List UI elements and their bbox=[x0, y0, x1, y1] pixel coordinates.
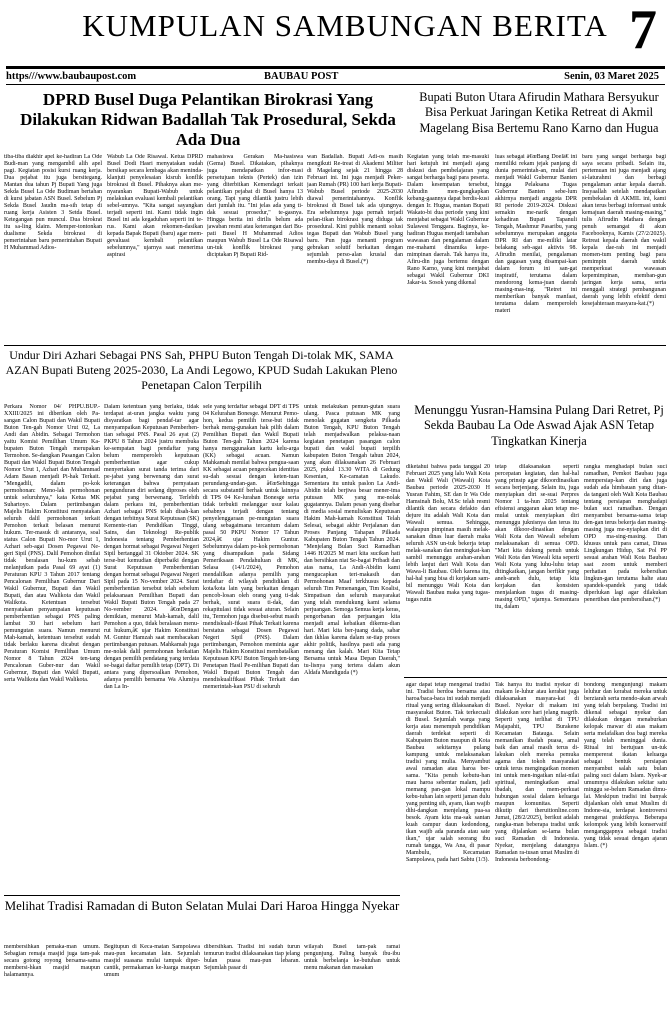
section-divider bbox=[4, 895, 400, 896]
article-column: tetap dilaksanakan seperti percepatan kegiatan, dan hal-hal yang prinsip agar dikoordinasikan secara berjenjang. Selain itu, juga menyiapkan diri se-suai Perpres Nomor 1 ta-hun 2025 tentang efisiensi anggaran akan tetap me-mulai untuk menyiapkan diri menunggu juknisnya dan terus itu akan dikoor-dinasikan dengan Wali Kota dan Wawali sebelum melaksanakan di semua OPD. "Mari kita dukung penuh untuk Wali Kota dan Wawali kita seperti Wali Kota yang luhu-luhu tetap ditingkatkan, jangan berfikir yang aneh-aneh dulu, tetap kita kerjakan dan konsisten menjalankan tugas di masing-masing OPD," ujarnya. Sementara itu, dalam bbox=[495, 464, 579, 610]
subheader-bar bbox=[6, 66, 665, 84]
article-headline: Melihat Tradisi Ramadan di Buton Selatan Mulai Dari Haroa Hingga Nyekar bbox=[4, 899, 400, 913]
article-column: membersihkan pemaka-man umum. Sebagian remaja masjid juga tam-pak secara gotong royong bersama-sama membersi-hkan masjid maupun halamannya. bbox=[4, 944, 100, 978]
article-column: rangka menghadapi bulan suci ramadhan, Pemkot Baubau juga mempersiap-kan diri dan juga sudah ada himbauan yang ditan-da tangani oleh Wali Kota Baubau tentang persiapan menghadapi bulan suci ramadhan. Dengan menyambut bersama-sama tetap den-gan terus bekerja dan masing-masing juga me-nyiapkan diri di OPD ma-sing-masing. Dan khusus untuk para camat, Dinas Lingkungan Hidup, Sat Pol PP sesuai arahan Wali Kota Baubau saat zoom untuk memberi perhatian pada kebersihan lingkun-gan terutama halte atau spandek-spandek yang tidak diperlukan lagi agar dilakukan penertiban dan pembersihan.(*) bbox=[584, 464, 667, 603]
section-divider bbox=[4, 345, 666, 346]
article-column: Kegiatan yang telah me-masuki hari ketujuh ini menjadi ajang diskusi dan pembelajaran yang sangat berharga bagi para peserta. Dalam kesempatan tersebut, Afirudin men-gungkapkan kebang-gaannya dapat berdis-kusi dengan Ir. Hugua, mantan Bupati Wakato-bi dua periode yang kini menjabat sebagai Wakil Gubernur Sulawesi Tenggara. Baginya, ke-hadiran Hugua menjadi tambahan wawasan dan pengalaman dalam me-mahami dinamika kepe-mimpinan daerah. Tak hanya itu, Afiru-din juga bertemu dengan Rano Karno, yang kini menjabat sebagai Wakil Gubernur DKI Jakar-ta. Sosok yang dikenal bbox=[407, 154, 489, 286]
article-headline: DPRD Busel Duga Pelantikan Birokrasi Yang Dilakukan Ridwan Badallah Tak Prosedural, Sekda Ada Dua bbox=[20, 90, 396, 149]
website-url[interactable]: https///www.baubaupost.com bbox=[6, 71, 137, 82]
article-column: tiba-tiba diakhir apel ke-hadiran La Ode Budi-man yang mengambil alih apel pagi. Kegiatan posisi kursi ruang kerja. Dua pejabat itu juga bersitegang. Mantan dua tahun Pj Bupati Yang juga Sekda Busel La Ode Budiman bertahan di kursi jabatan ASN Busel. Sebelum Pj Sekda Busel Jaudin ma-sih tetap di ruang kerja Asisten 3 Setda Busel. Ketegangan pun muncul. Dua birokrat itu sa-ling klaim. Memper-tontonkan dualisme Sekda birokrasi di pemerintahan baru pemerintahan Bupati H Muhammad Adios- bbox=[4, 154, 102, 251]
section-label: BAUBAU POST bbox=[264, 71, 339, 82]
issue-date: Senin, 03 Maret 2025 bbox=[564, 71, 659, 82]
article-column: Wabub La Ode Risawal. Ketua DPRD Busel Dodi Hasri menyatakan sudah bersikap secara lembaga akan meninda-klanjuti penyelesaian kisruh konflik birokrasi di Busel. Pihaknya akan me-nyarankan Bupati-Wabub untuk melakukan evaluasi kembali pelantikan sebel-umnya. "Kita sangat sayangkan terjadi seperti ini. Kami tidak ingin Busel ini ada kegaduhan seperti ini te-rus. Kami akan rekomen-dasikan kepada Bapak Bupati (baru) agar mem-gevaluasi kembali pelantikan sebelumnya," ujarnya saat menerima aspirasi bbox=[107, 154, 203, 258]
article-column: luas sebagai â€œBang Doelâ€ ini memiliki rekam jejak panjang di dunia pemerintah-an, mulai dari menjadi Wakil Gubernur Banten hingga Pelaksana Tugas Gubernur Banten sebe-lum akhirnya menjadi anggota DPR RI periode 2019-2024. Diskusi semakin me-narik dengan kehadiran Bupati Tapanuli Tengah, Mashmur Pasaribu, yang sebelumnya merupakan anggota DPR RI dan me-miliki latar belakang seb-agai aktivis 98. Afirudin menilai, pengalaman dan gagasan yang disampai-kan dalam forum ini san-gat inspiratif, terutama dalam mendorong kema-juan daerah masing-mas-ing. "Retret ini memberikan banyak manfaat, terutama dalam memperoleh materi bbox=[495, 154, 577, 314]
article-column: diketahui bahwa pada tanggal 20 Februari 2025 yang lalu Wali Kota dan Wakil Wali (Wawali) Kota Baubau periode 2025-2030 H Yusran Fahim, SE dan Ir Wa Ode Hamsinah Bolu, M.Sc telah resmi dilantik dan secara defakto dan dejure itu adalah Wali Kota dan Wawali semua. Sehingga, walaupun pimpinan masih melak-sanakan dinas luar daerah maka seluruh ASN un-tuk bekerja tetap melak-sanakan dan meningkat-kan sambil menunggu arahan-arahan lebih lanjut dari Wali Kota dan Wawa-li Baubau. Oleh karena itu, hal-hal yang bisa di kerjakan sam-bil menunggu Wali Kota dan Wawali Baubau maka yang tugas-tugas rutin bbox=[406, 464, 490, 603]
article-column: Tak hanya itu tradisi nyekar di makam le-luhur atau kerabat juga dilaksanakan masyara-kat di Busel. Nyekar di makam ini dilakukan sore hari jelang magrib. Seperti yang terlihat di TPU Majapahit, TPU Burakene Kecamatan Batauga. Selain memanikan ibadah puasa, amal baik dan amal masih terus di-lakukan oleh mereka pemuka agama dan tokoh masyarakat untuk terus mengingatkan momen ini untuk men-ingatkan nilai-nilai spiritual, meningkatkan amal ibadah, dan mem-perkuat hubungan sosial dalam keluarga maupun komunitas. Seperti dikutip dari theruitionline.com Jumat, (28/2/2025), berikut adalah rangka-man beberapa tradisi unik yang dijalankan se-lama bulan suci Ramadan di Indonesia. Nyekar, menjelang datangnya Ramadan ra-tusan umat Muslim di Indonesia berbondong- bbox=[495, 682, 579, 863]
article-column: baru yang sangat berharga bagi saya secara pribadi. Selain itu, pertemuan ini juga menjadi ajang si-laturahmi dan berbagi pengalaman antar kepala daerah. Insyaallah setelah mendapatkan pembekalan di AKMIL ini, kami akan terus berbagi informasi untuk kemajuan daerah masing-masing," tulis Afirudin Mathara dengan penuh semangat di akun Facebooknya, Kamis (27/2/2025). Retreat kepala daerah dan wakil kepala dae-rah ini menjadi momen-tum penting bagi para pemimpin daerah untuk memperkuat wawasan kepemimpinan, memban-gun jaringan kerja sama, serta menggali strategi pembangunan daerah yang lebih efektif demi kesejahteraan masyara-kat.(*) bbox=[582, 154, 666, 307]
article-column: Begitupun di Keca-matan Sampolawa mau-pun kecamatan lain. Sejumlah masjid suasana mulai tampak diper-cantik, permakaman ke-luarga maupun umum bbox=[104, 944, 200, 978]
header-divider bbox=[6, 84, 665, 85]
article-headline: Undur Diri Azhari Sebagai PNS Sah, PHPU Buton Tengah Di-tolak MK, SAMA AZAN Bupati Buteng 2025-2030, La Andi Legowo, KPUD Sudah Lakukan Pleno Penetapan Calon Terpilih bbox=[5, 348, 398, 392]
article-column: agar dapat tetap mengenal tradisi ini. Tradisi berdoa bersama atau haroa/baca-baca ini sudah menjadi ritual yang sering dilaksanakan di masyarakat Buton. Tak terkecuali di Busel. Sejumlah warga yang kerja atau menempuh pendidikan daerah terdekat seperti di Kabupaten Buton maupun di Kota Baubau sekitarnya pulang kampung untuk melaksanakan tradisi yang mulia. Menyambut awal ramadan atau haroa ber-sama. "Kita penuh kebutu-han mau haroa sebentar malam, jadi memang pan-gan lokal mampu kebu-tuhan lain seperti jaman dulu yang penting sih, ayam, ikan wajib dihi-dangkan menjelang pua-sa besok. Ayam kita ma-sak santan kuah campur daun kedondong, ikan wajib ada paranda atau sate ikan," ujar salah seorang ibu rumah tangga, Wa Ana, di pasar Mambulu, Kecamatan Sampolawa, pada hari Sabtu (1/3). bbox=[406, 682, 490, 863]
article-headline: Menunggu Yusran-Hamsina Pulang Dari Retret, Pj Sekda Baubau La Ode Aswad Ajak ASN Tetap Tingkatkan Kinerja bbox=[414, 403, 664, 448]
article-column: wilayah Busel tam-pak ramai pengunjung. Paling banyak ibu-ibu untuk berbelanja ke-butuhan untuk menu makanan dan masakan bbox=[304, 944, 400, 971]
article-column: sele yang terdaftar sebagai DPT di TPS 04 Kelurahan Bonesge. Menurut Pemo-hon, kedua pemilih terse-but tidak berhak meng-gunakan hak pilih dalam Pemilihan Bupati dan Wakil Bupati Buton Ten-gah Tahun 2024 karena hanya menggunakan kartu kelu-arga (KK) sebagai acuan. Namun Mahkamah menilai bahwa pengua-saan KK sebagai acuan pengecekan identitas su-dah sesuai dengan keten-tuan perundang-undan-gan. â€œSehingga secara substantif berhak untuk lainnya di TPS 04 Ke-lurahan Bonesge serta tidak terbukti melanggar usur kalau sebabnya terjadi dengan tentang penyelenggaraan pe-mungutan suara ulang sebagaimana tercantum dalam pasal 50 PKPU Nomor 17 Tahun 2024,â€ ujar Hakim Guntur. Sebelumnya dalam po-kok permohonan yang disampaikan pada Sidang Pemeriksaan Pendahuluan di MK, Selasa (14/1/2024), Pemohon mendalilkan adanya pemilih yang terdaftar di wilayah pendidikan di kota/kota lain yang berkaitan dengan pencob-losan oleh orang yang ti-dak berhak, surat suara ti-dak, dan rekapitulasi tidak sesuai aturan. Selain itu, Termohon juga disebut-sebut masih mendiskuali-fikasi Pihak Terkait karena berstatus sebagai Dosen Pegawai Negeri Sipil (PNS). Dalam pertimbangan, Pemohon meminta agar Majelis Hakim Konstitusi membatalkan Keputusan KPU Buton Tengah ten-tang Penetapan Hasil Pe-milihan Bupati dan Wakil Bupati Buton Tengah dan mendiskualifikasi Pihak Terkait dan memerintah-kan PSU di seluruh bbox=[203, 404, 299, 690]
article-column: dibersihkan. Tradisi ini sudah turun temurun tradisi dilaksanakan tiap jelang bulan puasa mau-pun lebaran. Sejumlah pasar di bbox=[204, 944, 300, 971]
article-column: bondong mengunjungi makam leluhur dan kerabat mereka untuk berziarah serta mendo-akan arwah yang telah berpulang. Tradisi ini dikenal sebagai nyekar dan dilakukan dengan menaburkan kelopak mawar di atas makam serta melafalkan doa bagi mereka yang telah meninggal dunia. Ritual ini bertujuan un-tuk mempererat ikatan keluarga sebagai bentuk persiapan menyambut salah satu bulan paling suci dalam Islam. Nyek-ar umumnya dilakukan sekitar satu minggu se-belum Ramadan dimu-lai. Meskipun tradisi ini banyak dijalankan oleh umat Muslim di Indone-sia, terdapat kontroversi mengenai praktiknya. Beberapa kelompok yang lebih konservatif menganggapnya sebagai tradisi yang tidak sesuai dengan ajaran Islam. (*) bbox=[584, 682, 667, 849]
page-number: 7 bbox=[629, 0, 657, 61]
article-column: wan Badallah. Bupati Adi-os masih mengikuti Re-treat di Akademi Militer di Magelang sejak 21 hingga 28 Februari ini. Ini juga menjadi Peker-jaan Rumah (PR) 100 hari kerja Bupati-Wabub Busel periode 2025-2030 diawal pemerintahannya. Konflik birokrasi di Busel tak ada ujungnya. Era sebelumnya juga pernah terjadi pelan-tikan birokrasi yang diduga tak prosedural. Kini publik menanti solusi tegas Bupati dan Wabub Busel yang baru. Pun juga menanti program gebrakan solutif berkaitan dengan sejumlah perso-alan krusial dan membu-daya di Busel.(*) bbox=[307, 154, 403, 265]
article-headline: Bupati Buton Utara Afirudin Mathara Bersyukur Bisa Perkuat Jaringan Ketika Retreat di Akmil Magelang Bisa Bertemu Rano Karno dan Hugua bbox=[419, 90, 659, 135]
article-column: mahasiswa Gerakan Ma-hasiswa (Gema) Busel. Dikatakan, pihaknya juga mendapatkan infor-masi persetujuan teknis (Pertek) dan izin yang diterbitkan Kemendagri terkait pelantikan pejabat di Busel hanya 13 orang. Tapi yang dilantik justru lebih dari jumlah itu. "Ini jelas ada yang ti-dak sesuai prosedur," te-gasnya. Hingga berita ini dirilis belum ada jawaban resmi atau keterangan dari Bu-pati Busel H Muhammad Adios maupun Wabub Busel La Ode Risawal un-tuk konflik birokrasi yang diciptakan Pj Bupati Rid- bbox=[207, 154, 303, 258]
article-column: untuk melakukan pemun-gutan suara ulang. Pasca putusan MK yang menolak gugatan sengketa Pilkada Buton Tengah, KPU Buton Tengah telah menjadwalkan pelaksa-naan kegiatan penetapan pasangan calon bupati dan wakil bupati terpilih kabupaten Buton Tengah tahun 2024, yang akan dilaksanakan 26 Februari 2025, pukul 13.30 WITA di Gedung Kesenian, Ke-camatan Lakudo. Sementara itu untuk paslon La Andi-Abidin telah berjiwa besar mener-ima putusan MK yang me-nolak gugatannya. Dalam pesan yang disebar di media sosial menuliskan Keputusan Hakim Mah-kamah Konstitusi Telah Selesai, sebagai akhir Perjalanan dan Proses Panjang Tahapan Pilkada Kabupaten Buton Tengah Tahun 2024. "Menjelang Bulan Suci Ramadhan 1446 H/2025 M mari kita sucikan hati dan bersihkan niat Se-bagai Pribadi dan atas nama, La Andi-Abidin kami mengucapkan teri-makasih dan Permohonan Maaf terkhusus kepada seluruh Tim Pemenangan, Tim Koalisi, Simpatisan dan seluruh masyarakat yang telah mendukung kami selama perjuangan. Semoga Semua kerja keras, pengorbanan dan perjuangan kita menjadi amal kebaikan dikemu-dian hari. Mari kita ber-juang dada, sabar dan ikhlas karena dalam se-tiap proses akhir politik, hasilnya pasti ada yang menang dan kalah. Mari Kita Tetap Bersama untuk Masa Depan Daerah," tu-lisnya yang tertera dalam akun Aldafa Mandiguda (*) bbox=[304, 404, 400, 676]
article-column: Perkara Nomor 04/ PHPU.BUP.-XXIII/2025 ini diberikan oleh Pa-sangan Calon Bupati dan Wakil Bupati Buton Ten-gah Nomor Urut 02, La Andi dan Abidin. Sebagai Termohon yaitu Komisi Pemilihan Umum Ka-bupaten Buton Tengah merupakan Termohon. Se-dangkan Pasangan Calon Bupati dan Wakil Bupati Buton Tengah Nomor Urut 1, Azhari dan Muhammad Adam Basan menjadi Pi-hak Terkait. "Mengadili, dalam po-kok permohonan: Meno-lak permohonan untuk seluruhnya," kata Ketua MK Suhartoyo. Dalam pertimbangan Majelis Hakim Konstitusi menyatakan seluruh dalil permohonan terkait Pemohon terkait belasan menurut hukum. Ter-masuk di antaranya, soal status Calon Bupati No-mor Urut 1, Azhari seb-agai Dosen Pegawai Ne-geri Sipil (PNS). Dalil Pemohon dinilai tidak beralasan hu-kum sebab melanjutkan pada Pasal 69 ayat (1) Peraturan KPU 3 Tahun 2017 tentang Pencalonan Pemilihan Gubernur Dari Wakil Gubernur, Bupati dan Wakil Bupati, dan atau Walikota dan Wakil Walikota. Ketentuan tersebut menyatakan penyampaian keputusan pemberhentian sebagai PNS paling lambat 30 hari sebelum hari pemungutan suara. Namun menurut Mah-kamah, ketentuan tersebut sudah tidak berlaku karena dicabut dengan Peraturan Komisi Pemilihan Umum Nomor 8 Tahun 2024 ten-tang Pencalonan Guber-nur dan Wakil Gubernur, Bupati dan Wakil Bupati, serta Walikota dan Wakil Walikota. bbox=[4, 404, 100, 683]
article-column: Dalam ketentuan yang berlaku, tidak terdapat at-uran jangka waktu yang disyaratkan bagi pendaf-tar agar menyampaikan Keputusan Pemberhen-tian sebagai PNS. Pasal 26 ayat (2) PKPU 8 Tahun 2024 justru membuka ke-sempatan bagi pendaftar yang belum memperoleh keputusan pemberhentian agar cukup menyertakan surat tanda terima dari pe-jabat yang berwenang dan surat keterangan bahwa pernyataan pengunduran diri sedang diproses oleh pejabat yang berwenang. Terlebih dalam perkara ini, pemberhentian Azhari sebagai PNS telah disah-kan dengan terbitnya Surat Keputusan (SK) Kemente-rian Pendidikan Tinggi, Sains, dan Teknologi Re-publik Indonesia tentang Pemberhentian dengan hormat sebagai Pegawai Negeri Sipil bertanggal 31 Oktober 2024. SK terse-but kemudian diperbaiki dengan Surat Keputusan Pemberhentian dengan hormat sebagai Pegawai Negeri Sipil pada 15 No-vember 2024. Surat pemberhentian tersebut telah sebelum pelaksanaan Pemilihan Bupati dan Wakil Bupati Buton Tengah pada 27 No-vember 2024. â€œDengan demikian, menurut Mah-kamah, dalil Pemohon a quo, tidak beralasan menu-rut hukum,â€ ujar Hakim Konstitusi M. Guntur Hamzah saat membacakan pertimbangan putusan. Mahkamah juga me-nolak dalil permohonan berkaitan dengan pemilih pendatang yang terdata se-bagai daftar pemilih tetap (DPT). Di antara yang dipersoalkan Pemohon, adanya pemilih bernama Wa Alumiya dan La In- bbox=[104, 404, 199, 690]
section-divider bbox=[404, 677, 667, 678]
masthead-title: KUMPULAN SAMBUNGAN BERITA bbox=[82, 8, 608, 43]
